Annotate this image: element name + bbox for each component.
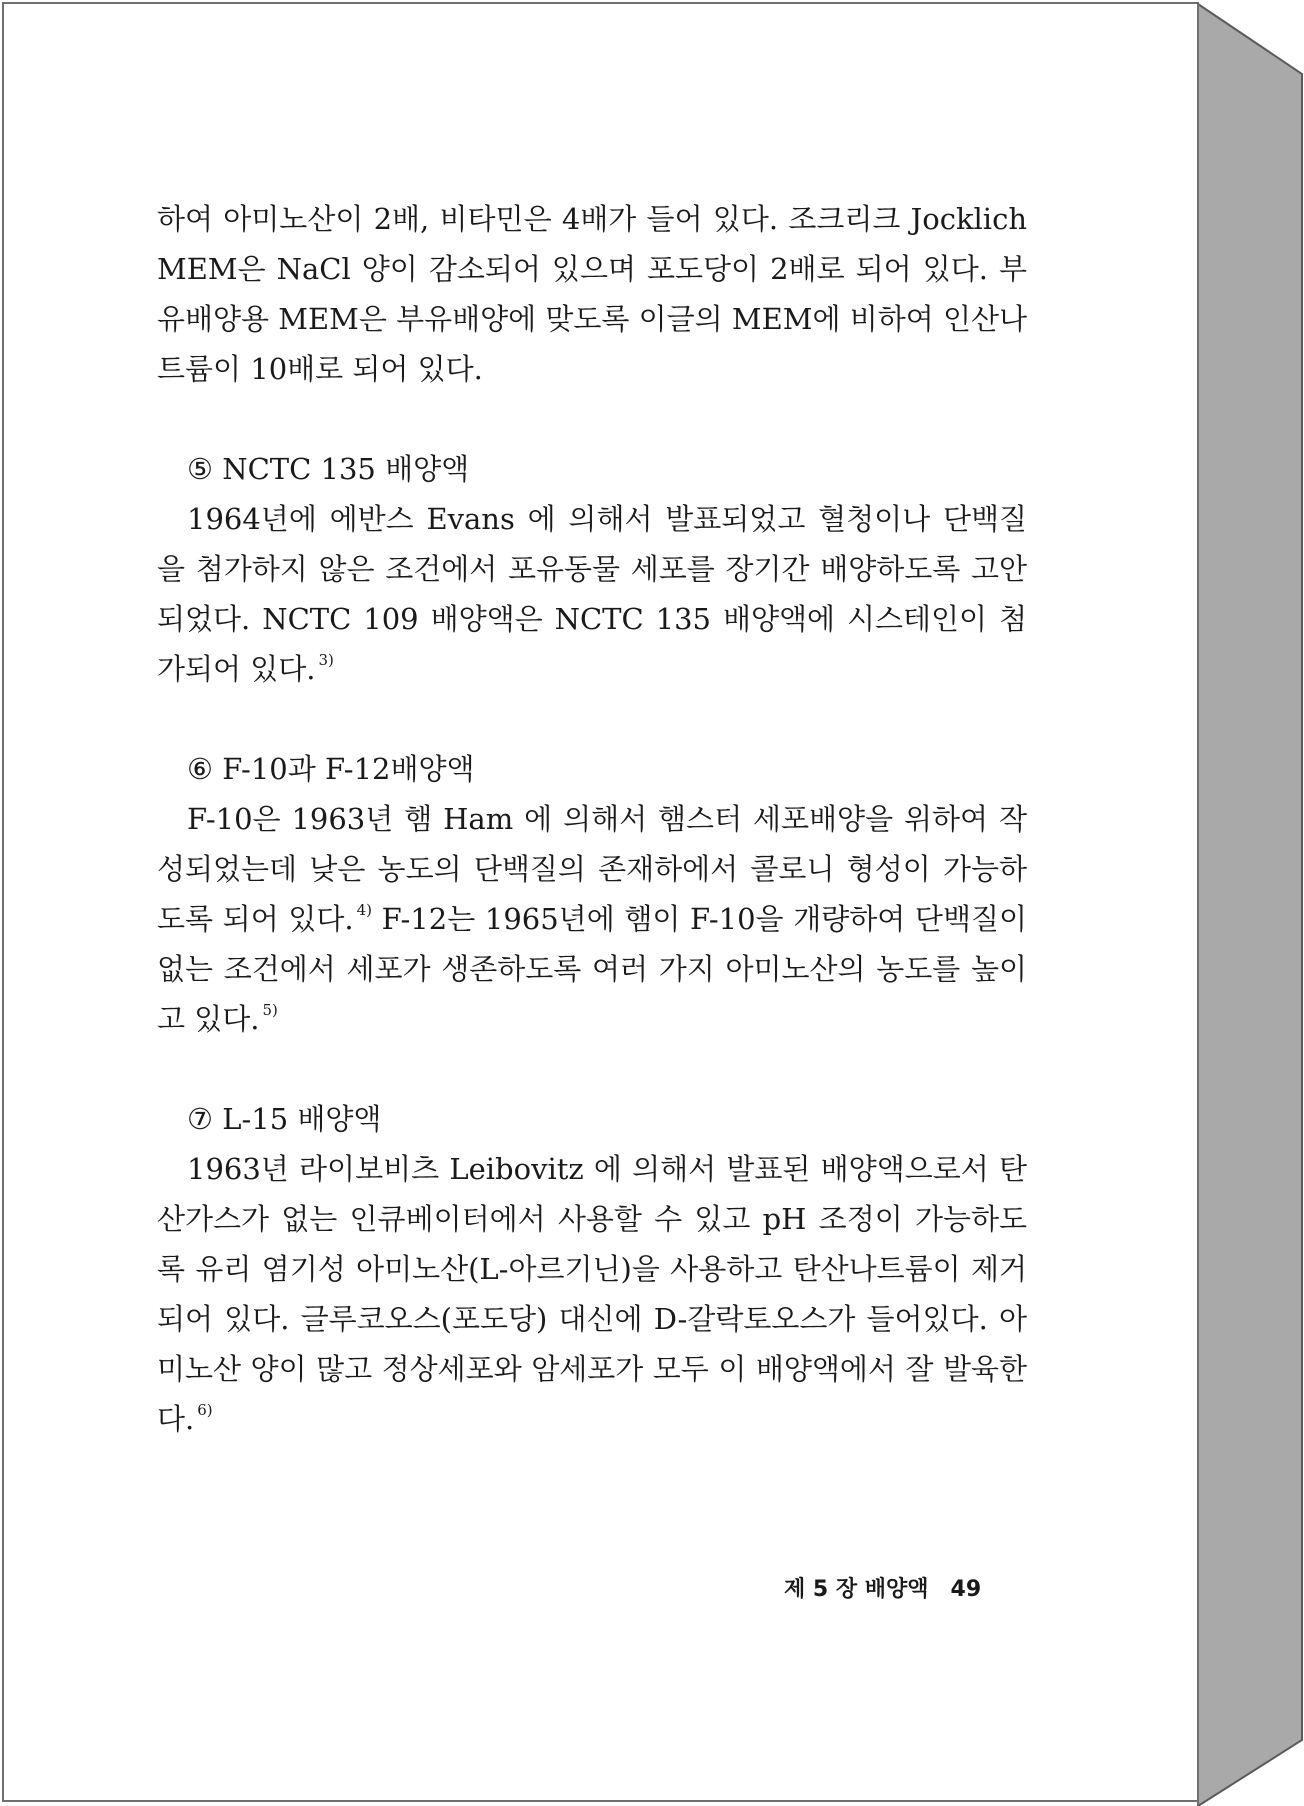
footnote-ref: 6) <box>197 1401 213 1419</box>
page-body <box>157 194 1027 1444</box>
paragraph-text: 1964년에 에반스 Evans 에 의해서 발표되었고 혈청이나 단백질을 첨가하지 않은 조건에서 포유동물 세포를 장기간 배양하도록 고안되었다. NCTC 109 배양액은 NCTC 135 배양액에 시스테인이 첨가되어 있다. <box>157 502 1027 686</box>
section-heading-f10-f12: ⑥ F-10과 F-12배양액 <box>187 752 475 786</box>
section-heading-nctc135: ⑤ NCTC 135 배양액 <box>187 452 470 486</box>
section-heading-l15: ⑦ L-15 배양액 <box>187 1102 382 1136</box>
page <box>2 2 1199 1802</box>
paragraph-text: F-10은 1963년 햄 Ham 에 의해서 햄스터 세포배양을 위하여 작성되었는데 낮은 농도의 단백질의 존재하에서 콜로니 형성이 가능하도록 되어 있다. <box>157 802 1027 936</box>
footnote-ref: 3) <box>318 651 334 669</box>
chapter-title: 제 5 장 배양액 <box>784 1577 929 1602</box>
page-footer <box>784 1572 981 1603</box>
book-edge-shape <box>1196 0 1304 1806</box>
footnote-ref: 5) <box>262 1001 278 1019</box>
page-number: 49 <box>950 1577 982 1602</box>
intro-paragraph: 하여 아미노산이 2배, 비타민은 4배가 들어 있다. 조크리크 Jocklich MEM은 NaCl 양이 감소되어 있으며 포도당이 2배로 되어 있다. 부유배양용 MEM은 부유배양에 맞도록 이글의 MEM에 비하여 인산나트륨이 10배로 되어 있다. <box>157 202 1027 386</box>
paragraph-text: F-12는 1965년에 햄이 F-10을 개량하여 단백질이 없는 조건에서 세포가 생존하도록 여러 가지 아미노산의 농도를 높이고 있다. <box>157 902 1027 1036</box>
paragraph-f10-f12 <box>157 794 1027 1044</box>
paragraph-l15 <box>157 1144 1027 1444</box>
footnote-ref: 4) <box>356 901 373 919</box>
paragraph-text: 1963년 라이보비츠 Leibovitz 에 의해서 발표된 배양액으로서 탄산가스가 없는 인큐베이터에서 사용할 수 있고 pH 조정이 가능하도록 유리 염기성 아미노산(L-아르기닌)을 사용하고 탄산나트륨이 제거되어 있다. 글루코오스(포도당) 대신에 D-갈락토오스가 들어있다. 아미노산 양이 많고 정상세포와 암세포가 모두 이 배양액에서 잘 발육한다. <box>157 1152 1027 1436</box>
paragraph-nctc135 <box>157 494 1027 694</box>
book-edge <box>1196 0 1304 1806</box>
